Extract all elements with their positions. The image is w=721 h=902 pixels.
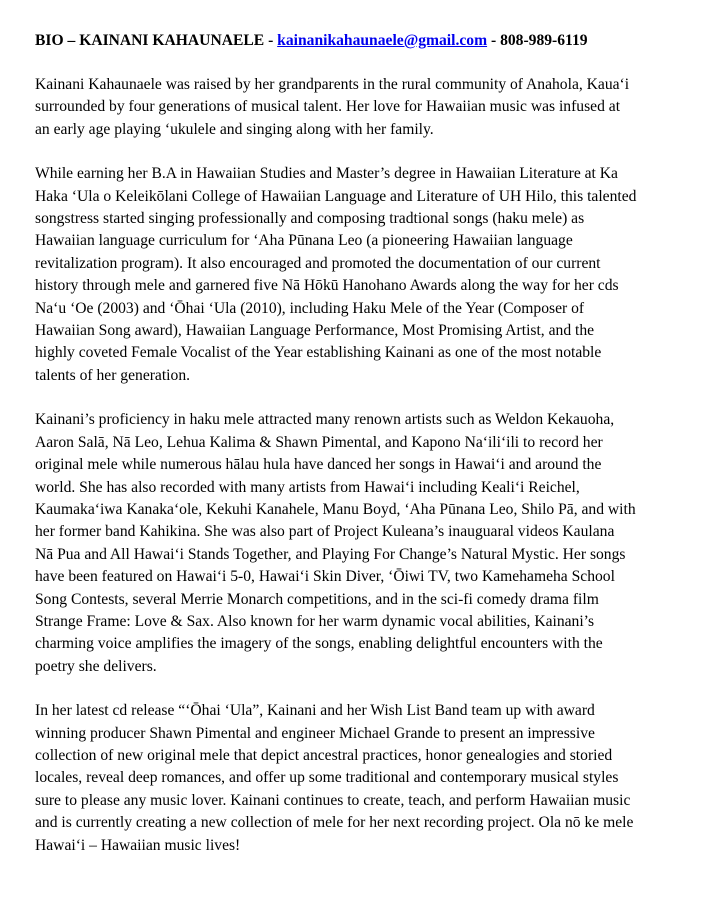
paragraph-line: her former band Kahikina. She was also part of Project Kuleana’s inauguaral videos Kaulana [35, 523, 615, 541]
paragraph-line: Hawaiian language curriculum for ‘Aha Pūnana Leo (a pioneering Hawaiian language [35, 232, 573, 250]
bio-title: BIO – KAINANI KAHAUNAELE [35, 32, 265, 49]
paragraph-line: Hawaiian Song award), Hawaiian Language Performance, Most Promising Artist, and the [35, 322, 595, 340]
bio-paragraph [35, 163, 687, 387]
paragraph-line: Nā Pua and All Hawai‘i Stands Together, and Playing For Change’s Natural Mystic. Her songs [35, 545, 626, 563]
paragraph-line: surrounded by four generations of musical talent. Her love for Hawaiian music was infused at [35, 98, 621, 116]
paragraph-line: an early age playing ‘ukulele and singing along with her family. [35, 120, 434, 138]
paragraph-line: revitalization program). It also encouraged and promoted the documentation of our current [35, 254, 601, 272]
paragraph-line: songstress started singing professionally and composing tradtional songs (haku mele) as [35, 210, 585, 228]
paragraph-line: Haka ‘Ula o Keleikōlani College of Hawaiian Language and Literature of UH Hilo, this talented [35, 187, 637, 205]
bio-paragraph [35, 409, 687, 678]
paragraph-line: Strange Frame: Love & Sax. Also known for her warm dynamic vocal abilities, Kainani’s [35, 612, 595, 630]
paragraph-line: Aaron Salā, Nā Leo, Lehua Kalima & Shawn Pimental, and Kapono Na‘ili‘ili to record her [35, 433, 603, 451]
paragraph-line: locales, reveal deep romances, and offer up some traditional and contemporary musical styles [35, 769, 619, 787]
paragraph-line: talents of her generation. [35, 366, 191, 384]
paragraph-line: history through mele and garnered five Nā Hōkū Hanohano Awards along the way for her cds [35, 277, 619, 295]
paragraph-line: In her latest cd release “‘Ōhai ‘Ula”, Kainani and her Wish List Band team up with award [35, 702, 595, 720]
paragraph-line: Song Contests, several Merrie Monarch competitions, and in the sci-fi comedy drama film [35, 590, 599, 608]
paragraph-line: highly coveted Female Vocalist of the Year establishing Kainani as one of the most notable [35, 344, 602, 362]
paragraph-line: sure to please any music lover. Kainani continues to create, teach, and perform Hawaiian music [35, 791, 631, 809]
paragraph-line: Kaumaka‘iwa Kanaka‘ole, Kekuhi Kanahele, Manu Boyd, ‘Aha Pūnana Leo, Shilo Pā, and with [35, 500, 636, 518]
paragraph-line: original mele while numerous hālau hula have danced her songs in Hawai‘i and around the [35, 456, 602, 474]
paragraph-line: have been featured on Hawai‘i 5-0, Hawai‘i Skin Diver, ‘Ōiwi TV, two Kamehameha School [35, 568, 615, 586]
heading-separator: - [487, 32, 501, 49]
paragraph-line: Na‘u ‘Oe (2003) and ‘Ōhai ‘Ula (2010), including Haku Mele of the Year (Composer of [35, 299, 585, 317]
bio-paragraph [35, 74, 687, 141]
bio-heading [35, 30, 687, 52]
paragraph-line: winning producer Shawn Pimental and engineer Michael Grande to present an impressive [35, 724, 595, 742]
paragraph-line: collection of new original mele that depict ancestral practices, honor genealogies and storied [35, 746, 613, 764]
document-page [35, 30, 687, 879]
paragraph-line: While earning her B.A in Hawaiian Studies and Master’s degree in Hawaiian Literature at Ka [35, 165, 618, 183]
heading-separator: - [264, 32, 278, 49]
paragraph-line: Kainani’s proficiency in haku mele attracted many renown artists such as Weldon Kekauoha, [35, 411, 615, 429]
bio-paragraph [35, 700, 687, 857]
paragraph-line: and is currently creating a new collection of mele for her next recording project. Ola nō ke mele [35, 814, 634, 832]
paragraph-line: poetry she delivers. [35, 657, 157, 675]
phone-number: 808-989-6119 [500, 32, 588, 49]
bio-body [35, 74, 687, 857]
paragraph-line: Hawai‘i – Hawaiian music lives! [35, 836, 241, 854]
paragraph-line: charming voice amplifies the imagery of the songs, enabling delightful encounters with the [35, 635, 603, 653]
paragraph-line: world. She has also recorded with many artists from Hawai‘i including Keali‘i Reichel, [35, 478, 580, 496]
paragraph-line: Kainani Kahaunaele was raised by her grandparents in the rural community of Anahola, Kaua‘i [35, 76, 630, 93]
email-link[interactable]: kainanikahaunaele@gmail.com [277, 32, 488, 49]
